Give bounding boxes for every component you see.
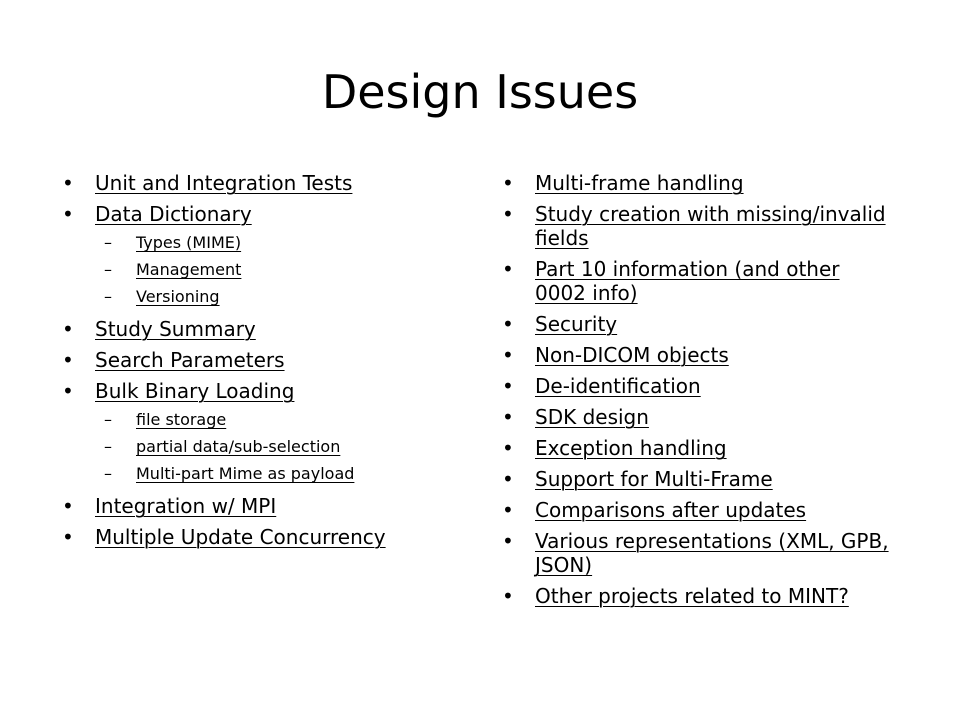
left-bullet-list — [62, 171, 462, 556]
link-data-dictionary[interactable]: Data Dictionary — [95, 202, 252, 226]
list-item — [62, 317, 462, 341]
link-partial-data[interactable]: partial data/sub-selection — [136, 437, 341, 456]
list-item — [502, 257, 892, 305]
slide-title: Design Issues — [321, 65, 639, 119]
link-management[interactable]: Management — [136, 260, 242, 279]
link-types-mime[interactable]: Types (MIME) — [136, 233, 242, 252]
dash-icon: – — [104, 260, 112, 279]
bullet-icon: • — [502, 374, 514, 398]
list-item — [502, 171, 892, 195]
sub-list-item — [62, 437, 462, 457]
bullet-icon: • — [502, 343, 514, 367]
dash-icon: – — [104, 410, 112, 429]
link-exception-handling[interactable]: Exception handling — [535, 436, 727, 460]
link-part-10-information[interactable]: Part 10 information (and other 0002 info) — [535, 257, 840, 305]
link-integration-mpi[interactable]: Integration w/ MPI — [95, 494, 277, 518]
link-various-representations[interactable]: Various representations (XML, GPB, JSON) — [535, 529, 889, 577]
link-unit-integration-tests[interactable]: Unit and Integration Tests — [95, 171, 353, 195]
link-bulk-binary-loading[interactable]: Bulk Binary Loading — [95, 379, 295, 403]
bullet-icon: • — [502, 498, 514, 522]
bullet-icon: • — [502, 405, 514, 429]
list-item — [502, 529, 892, 577]
link-other-projects-mint[interactable]: Other projects related to MINT? — [535, 584, 849, 608]
dash-icon: – — [104, 287, 112, 306]
bullet-icon: • — [62, 525, 74, 549]
bullet-icon: • — [62, 202, 74, 226]
link-security[interactable]: Security — [535, 312, 618, 336]
bullet-icon: • — [502, 584, 514, 608]
link-de-identification[interactable]: De-identification — [535, 374, 701, 398]
list-item — [502, 343, 892, 367]
list-item — [62, 494, 462, 518]
link-comparisons-after-updates[interactable]: Comparisons after updates — [535, 498, 807, 522]
list-item — [502, 436, 892, 460]
right-bullet-list — [502, 171, 892, 615]
link-versioning[interactable]: Versioning — [136, 287, 220, 306]
link-study-creation[interactable]: Study creation with missing/invalid fields — [535, 202, 886, 250]
list-item — [62, 379, 462, 403]
list-item — [502, 202, 892, 250]
link-file-storage[interactable]: file storage — [136, 410, 227, 429]
link-non-dicom-objects[interactable]: Non-DICOM objects — [535, 343, 729, 367]
dash-icon: – — [104, 464, 112, 483]
sub-list-item — [62, 260, 462, 280]
list-item — [502, 312, 892, 336]
link-multi-part-mime[interactable]: Multi-part Mime as payload — [136, 464, 355, 483]
link-study-summary[interactable]: Study Summary — [95, 317, 256, 341]
list-item — [502, 467, 892, 491]
bullet-icon: • — [502, 171, 514, 195]
bullet-icon: • — [62, 171, 74, 195]
bullet-icon: • — [502, 257, 514, 281]
link-sdk-design[interactable]: SDK design — [535, 405, 649, 429]
dash-icon: – — [104, 233, 112, 252]
link-search-parameters[interactable]: Search Parameters — [95, 348, 285, 372]
bullet-icon: • — [502, 529, 514, 553]
sub-list-item — [62, 233, 462, 253]
sub-list-item — [62, 410, 462, 430]
bullet-icon: • — [62, 317, 74, 341]
bullet-icon: • — [502, 467, 514, 491]
bullet-icon: • — [62, 348, 74, 372]
list-item — [62, 202, 462, 226]
bullet-icon: • — [502, 436, 514, 460]
bullet-icon: • — [62, 379, 74, 403]
bullet-icon: • — [502, 312, 514, 336]
dash-icon: – — [104, 437, 112, 456]
bullet-icon: • — [62, 494, 74, 518]
list-item — [502, 498, 892, 522]
link-support-multi-frame[interactable]: Support for Multi-Frame — [535, 467, 773, 491]
link-multiple-update-concurrency[interactable]: Multiple Update Concurrency — [95, 525, 386, 549]
list-item — [502, 584, 892, 608]
list-item — [62, 171, 462, 195]
list-item — [502, 374, 892, 398]
sub-list-item — [62, 287, 462, 307]
list-item — [502, 405, 892, 429]
list-item — [62, 525, 462, 549]
bullet-icon: • — [502, 202, 514, 226]
sub-list-item — [62, 464, 462, 484]
list-item — [62, 348, 462, 372]
link-multi-frame-handling[interactable]: Multi-frame handling — [535, 171, 744, 195]
